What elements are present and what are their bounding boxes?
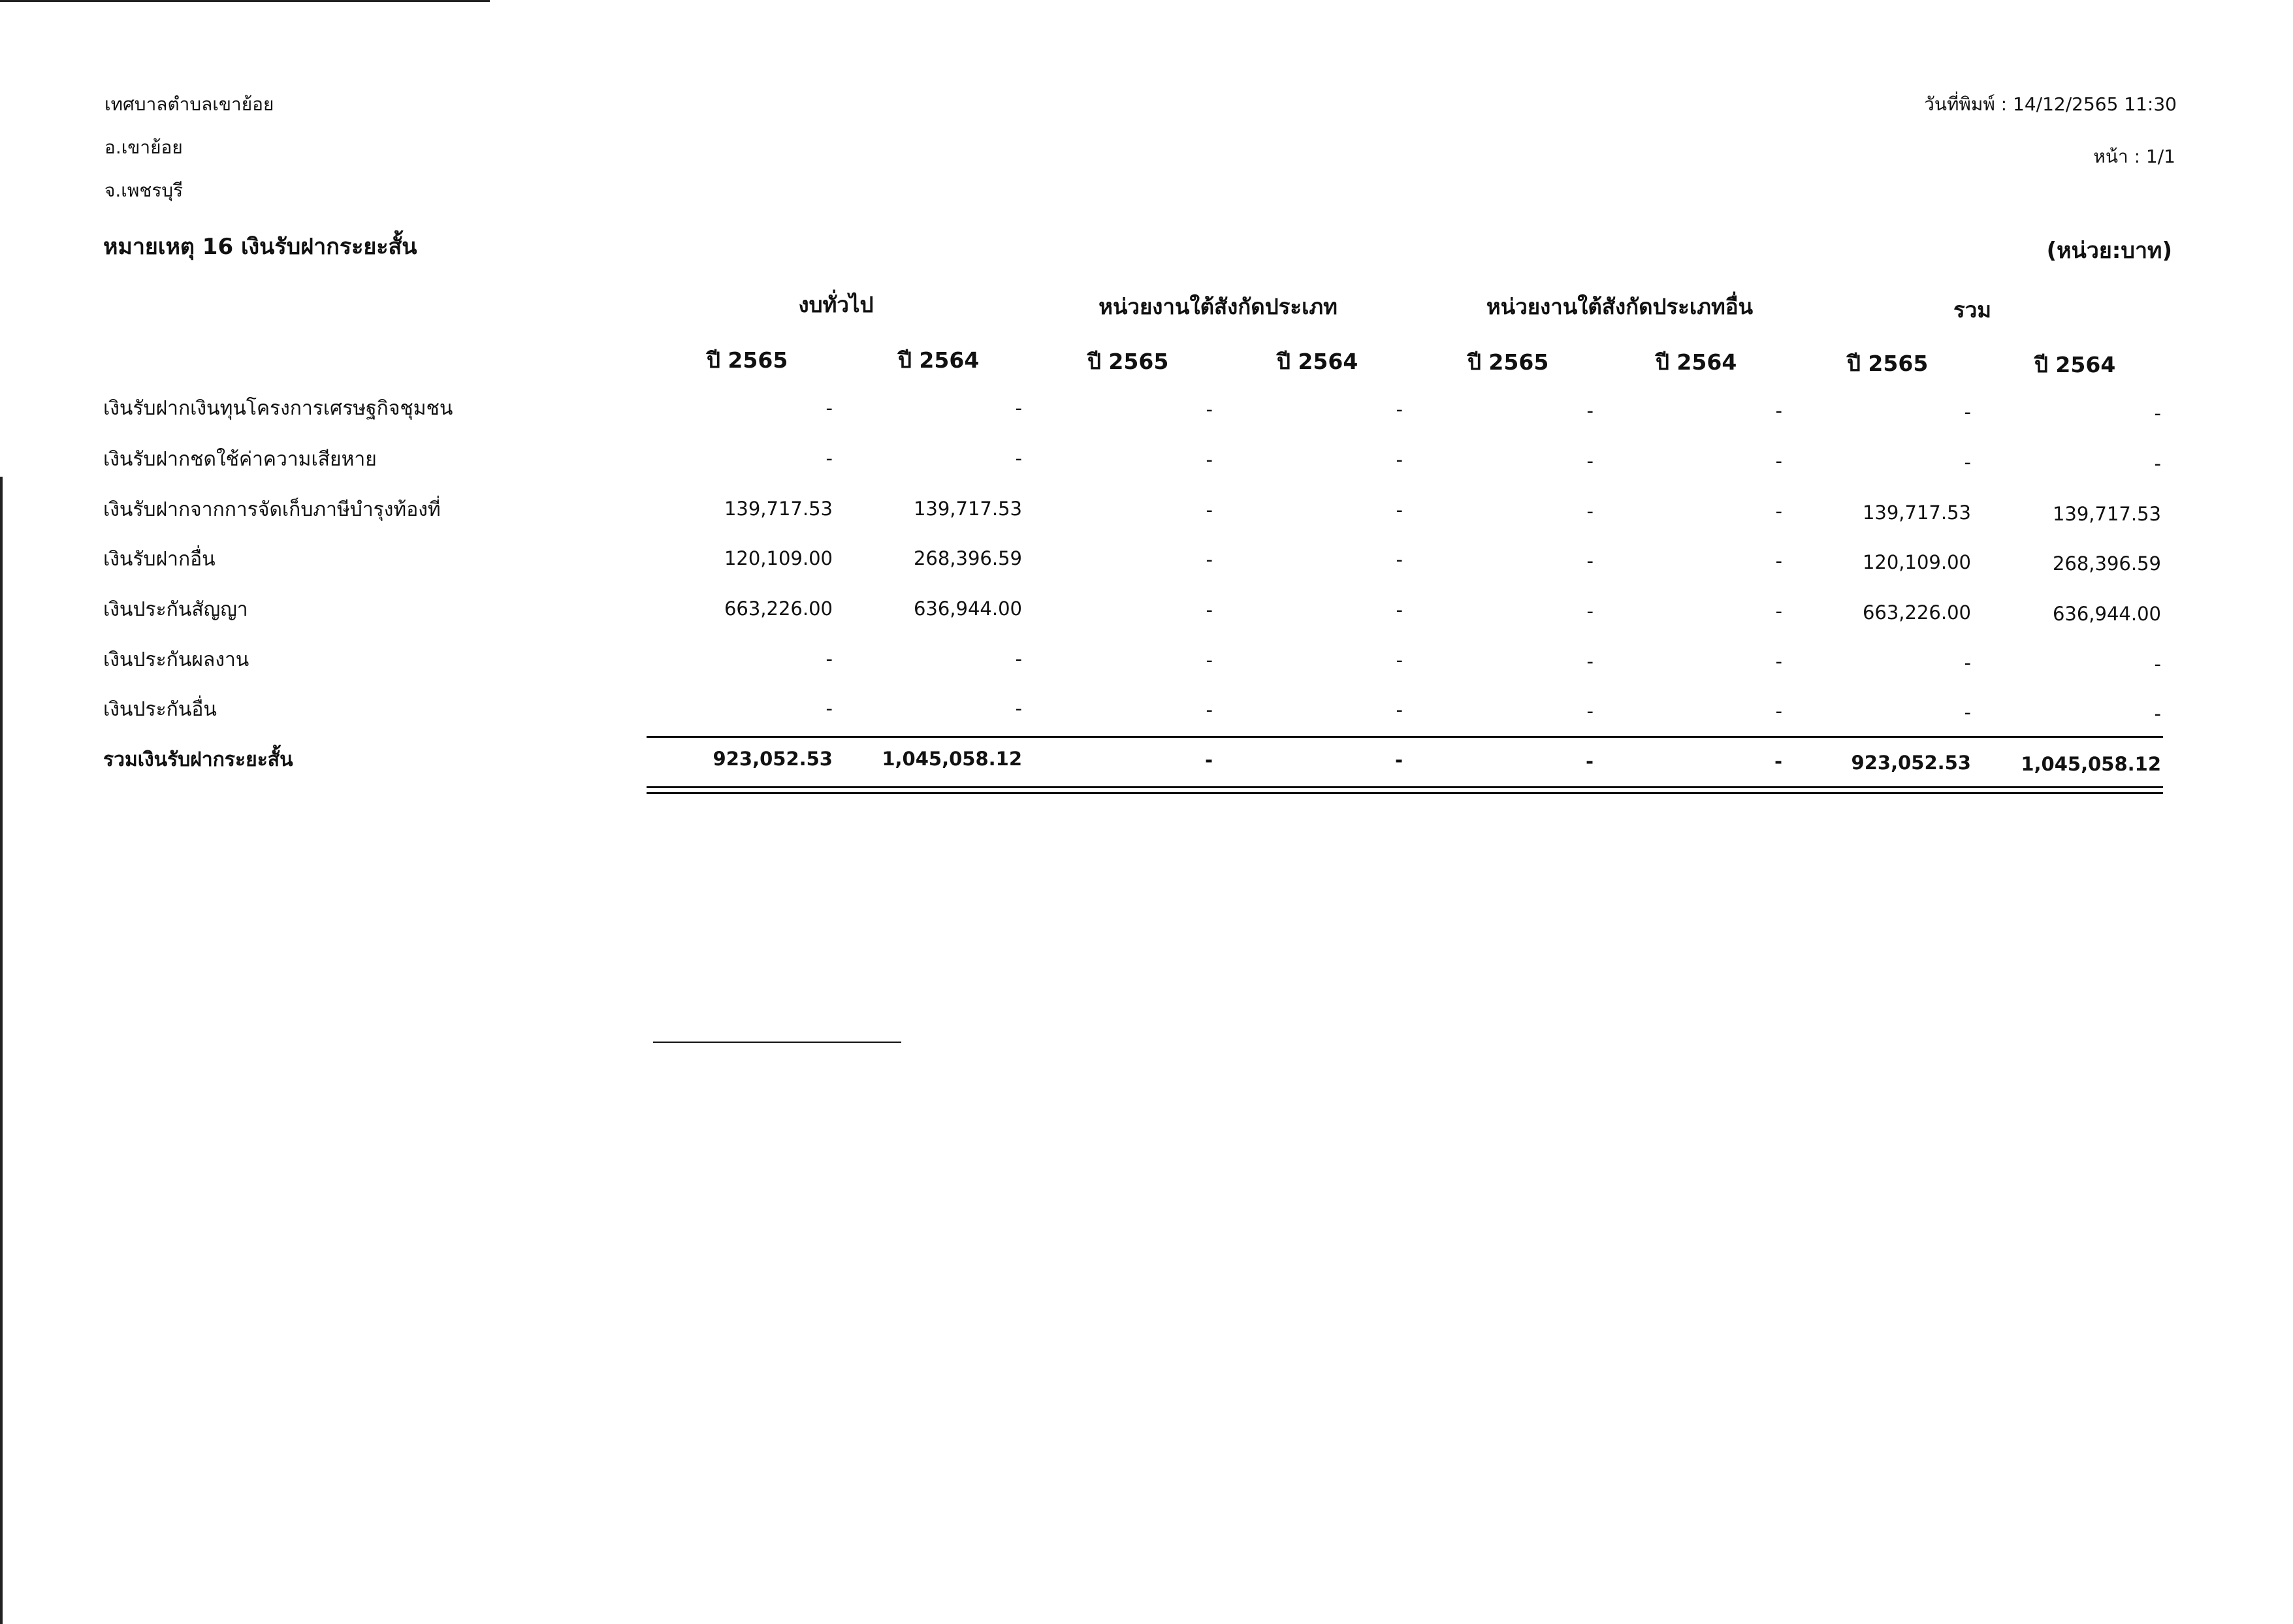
row-label: เงินรับฝากเงินทุนโครงการเศรษฐกิจชุมชน [103, 397, 453, 420]
table-cell: - [826, 447, 833, 470]
group-header-sub-unit-other: หน่วยงานใต้สังกัดประเภทอื่น [1486, 294, 1754, 319]
table-cell: - [1775, 600, 1782, 622]
group-header-sub-unit: หน่วยงานใต้สังกัดประเภท [1098, 294, 1338, 319]
table-cell: 139,717.53 [724, 498, 833, 520]
table-cell: - [826, 397, 833, 419]
print-date: วันที่พิมพ์ : 14/12/2565 11:30 [1924, 93, 2177, 115]
table-cell: - [1775, 650, 1782, 673]
group-header-general-budget: งบทั่วไป [798, 292, 874, 317]
table-cell: - [1586, 500, 1594, 522]
total-cell: 1,045,058.12 [2021, 753, 2161, 775]
table-cell: - [1206, 499, 1213, 521]
table-cell: - [1586, 450, 1594, 472]
table-cell: - [1775, 500, 1782, 522]
unit-label: (หน่วย:บาท) [2046, 238, 2172, 264]
table-cell: - [1586, 400, 1594, 422]
table-cell: - [1396, 599, 1403, 621]
table-cell: 139,717.53 [913, 498, 1022, 520]
table-cell: - [1964, 451, 1971, 473]
table-cell: - [826, 697, 833, 720]
total-double-rule-1 [647, 786, 2163, 788]
table-cell: - [1964, 652, 1971, 674]
page-number: หน้า : 1/1 [2093, 146, 2175, 167]
table-cell: 663,226.00 [724, 597, 833, 620]
table-cell: - [826, 648, 833, 670]
year-header-4: ปี 2564 [1277, 349, 1358, 374]
year-header-7: ปี 2565 [1847, 351, 1929, 376]
scan-edge-top [0, 0, 490, 2]
org-name: เทศบาลตำบลเขาย้อย [104, 93, 274, 115]
table-cell: - [1775, 450, 1782, 472]
row-label: เงินประกันอื่น [103, 698, 217, 721]
year-header-8: ปี 2564 [2034, 352, 2116, 377]
table-cell: - [1396, 449, 1403, 471]
table-cell: - [1775, 550, 1782, 572]
table-cell: - [1586, 650, 1594, 673]
row-label: เงินรับฝากอื่น [103, 548, 216, 571]
year-header-2: ปี 2564 [898, 347, 980, 373]
table-cell: - [1964, 401, 1971, 423]
table-cell: - [1206, 699, 1213, 721]
table-cell: - [1396, 549, 1403, 571]
table-cell: 268,396.59 [2052, 552, 2161, 575]
table-cell: - [1206, 649, 1213, 671]
table-cell: - [1396, 649, 1403, 671]
total-cell: - [1585, 750, 1594, 772]
table-cell: - [1206, 449, 1213, 471]
table-cell: 636,944.00 [2052, 603, 2161, 625]
table-cell: 663,226.00 [1862, 601, 1971, 624]
table-cell: - [2154, 703, 2161, 725]
table-cell: - [1775, 700, 1782, 722]
province-name: จ.เพชรบุรี [104, 180, 184, 201]
table-cell: - [1206, 398, 1213, 421]
table-cell: - [1586, 550, 1594, 572]
table-cell: - [1586, 700, 1594, 722]
table-cell: 636,944.00 [913, 597, 1022, 620]
total-label: รวมเงินรับฝากระยะสั้น [103, 748, 293, 771]
table-cell: - [1206, 599, 1213, 621]
table-cell: - [1964, 701, 1971, 724]
year-header-1: ปี 2565 [707, 347, 788, 373]
table-cell: - [1015, 648, 1022, 670]
year-header-3: ปี 2565 [1087, 349, 1169, 374]
note-title: หมายเหตุ 16 เงินรับฝากระยะสั้น [103, 234, 417, 260]
total-double-rule-2 [647, 792, 2163, 794]
total-cell: 1,045,058.12 [882, 748, 1022, 770]
group-header-total: รวม [1953, 297, 1991, 323]
row-label: เงินประกันสัญญา [103, 598, 248, 621]
table-cell: 139,717.53 [2052, 503, 2161, 525]
table-cell: 139,717.53 [1862, 502, 1971, 524]
table-cell: - [2154, 453, 2161, 475]
table-cell: - [1015, 397, 1022, 419]
row-label: เงินรับฝากชดใช้ค่าความเสียหาย [103, 448, 377, 471]
total-top-rule [647, 736, 2163, 738]
separator-line [653, 1042, 901, 1043]
total-cell: - [1204, 749, 1213, 771]
table-cell: 268,396.59 [913, 547, 1022, 569]
table-cell: - [1206, 549, 1213, 571]
table-cell: - [1396, 499, 1403, 521]
table-cell: - [1015, 697, 1022, 720]
table-cell: 120,109.00 [1862, 551, 1971, 573]
row-label: เงินรับฝากจากการจัดเก็บภาษีบำรุงท้องที่ [103, 498, 441, 521]
row-label: เงินประกันผลงาน [103, 648, 249, 671]
total-cell: 923,052.53 [1851, 752, 1971, 774]
table-cell: 120,109.00 [724, 547, 833, 569]
table-cell: - [1396, 398, 1403, 421]
table-cell: - [1015, 447, 1022, 470]
total-cell: - [1394, 749, 1403, 771]
total-cell: - [1774, 750, 1782, 772]
year-header-6: ปี 2564 [1656, 349, 1737, 375]
district-name: อ.เขาย้อย [104, 136, 183, 158]
year-header-5: ปี 2565 [1467, 349, 1549, 375]
scan-edge-left [0, 477, 3, 1624]
table-cell: - [1775, 400, 1782, 422]
table-cell: - [2154, 402, 2161, 424]
table-cell: - [1586, 600, 1594, 622]
total-cell: 923,052.53 [713, 748, 833, 770]
table-cell: - [2154, 653, 2161, 675]
table-cell: - [1396, 699, 1403, 721]
